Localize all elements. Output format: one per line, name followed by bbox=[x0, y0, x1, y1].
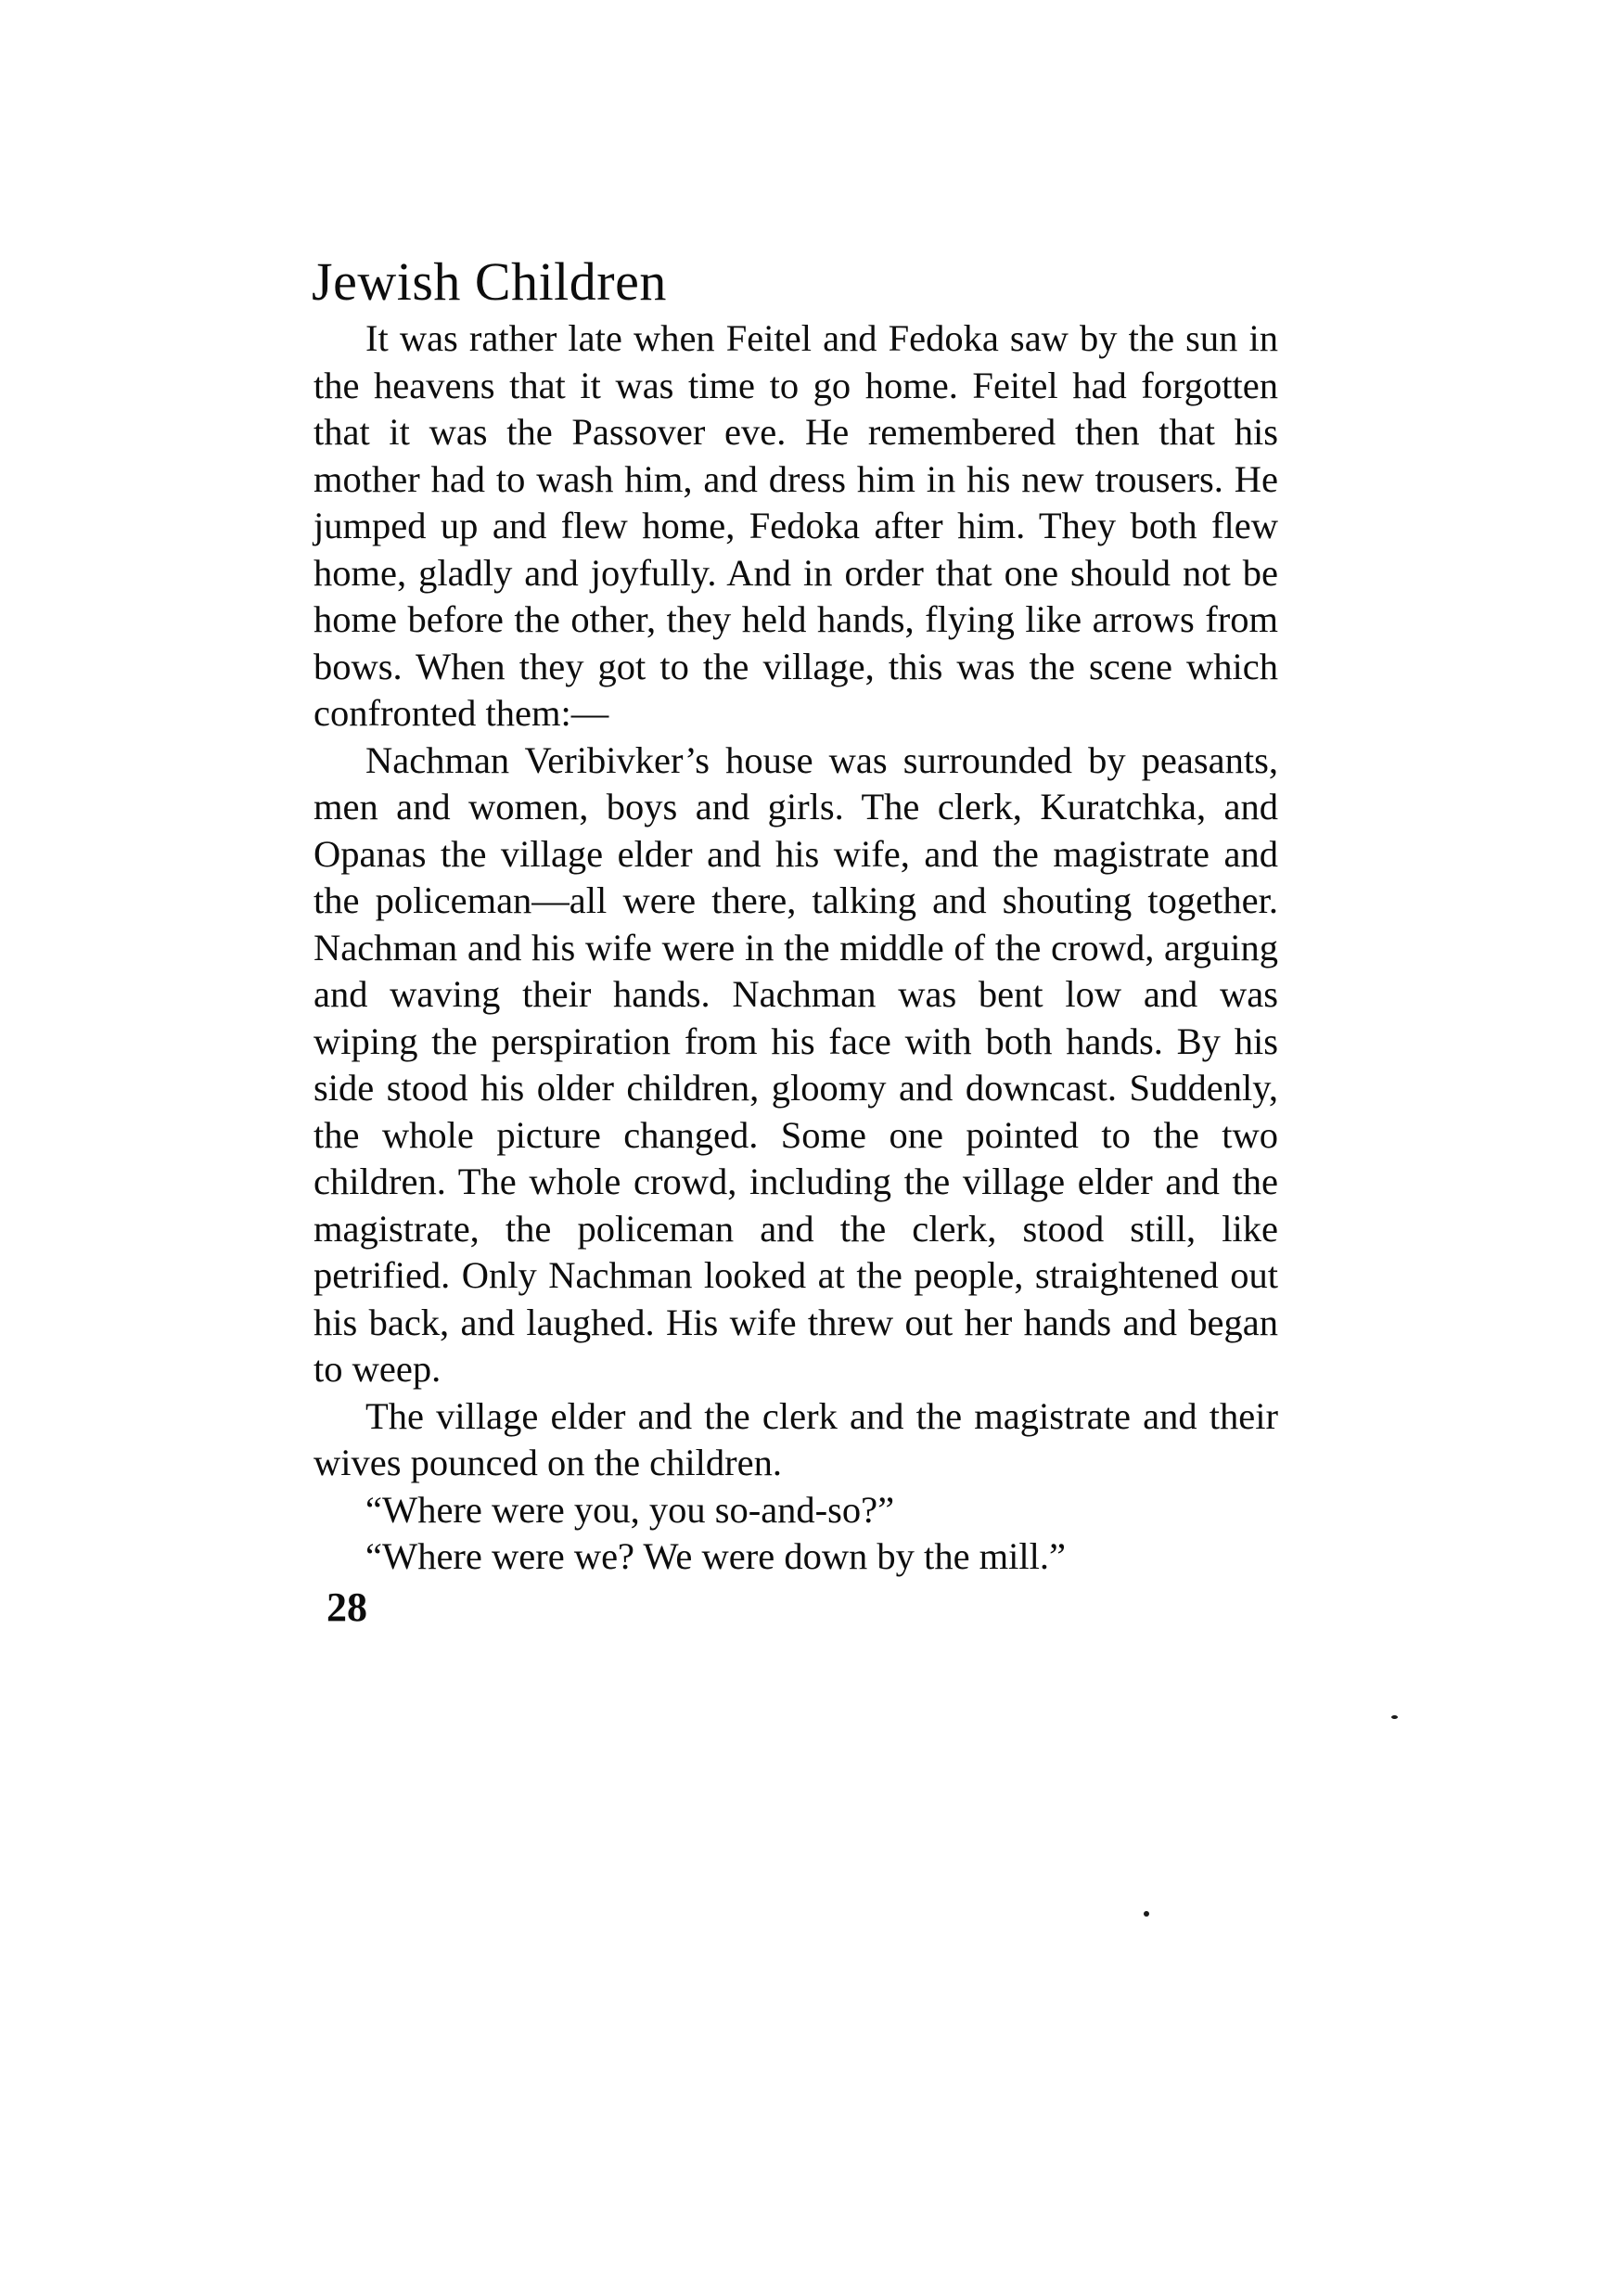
running-head: Jewish Children bbox=[312, 251, 667, 312]
paragraph-3: The village elder and the clerk and the magistrate and their wives pounced on the children. bbox=[314, 1394, 1278, 1483]
paragraph-1: It was rather late when Feitel and Fedoka saw by the sun in the heavens that it was time to go home. Feitel had forgotten that it was the Passover eve. He remembered then that his mother had to wash him, and dress him in his new trousers. He jumped up and flew home, Fedoka after him. They both flew home, gladly and joyfully. And in order that one should not be home before the other, they held hands, flying like arrows from bows. When they got to the village, this was the scene which confronted them:— bbox=[314, 317, 1278, 734]
paragraph-5: “Where were we? We were down by the mill.” bbox=[365, 1535, 1067, 1577]
scan-speck bbox=[1391, 1715, 1398, 1719]
book-page bbox=[314, 252, 1278, 1631]
paragraph-4: “Where were you, you so-and-so?” bbox=[365, 1488, 895, 1531]
paragraph-2: Nachman Veribivker’s house was surrounded by peasants, men and women, boys and girls. The clerk, Kuratchka, and Opanas the village elder and his wife, and the magistrate and the policeman—all were there, talking and shouting together. Nachman and his wife were in the middle of the crowd, arguing and waving their hands. Nachman was bent low and was wiping the perspiration from his face with both hands. By his side stood his older children, gloomy and downcast. Suddenly, the whole picture changed. Some one pointed to the two children. The whole crowd, including the village elder and the magistrate, the policeman and the clerk, stood still, like petrified. Only Nachman looked at the people, straightened out his back, and laughed. His wife threw out her hands and began to weep. bbox=[314, 738, 1278, 1390]
page-number: 28 bbox=[326, 1584, 367, 1630]
scan-speck bbox=[1144, 1911, 1149, 1917]
